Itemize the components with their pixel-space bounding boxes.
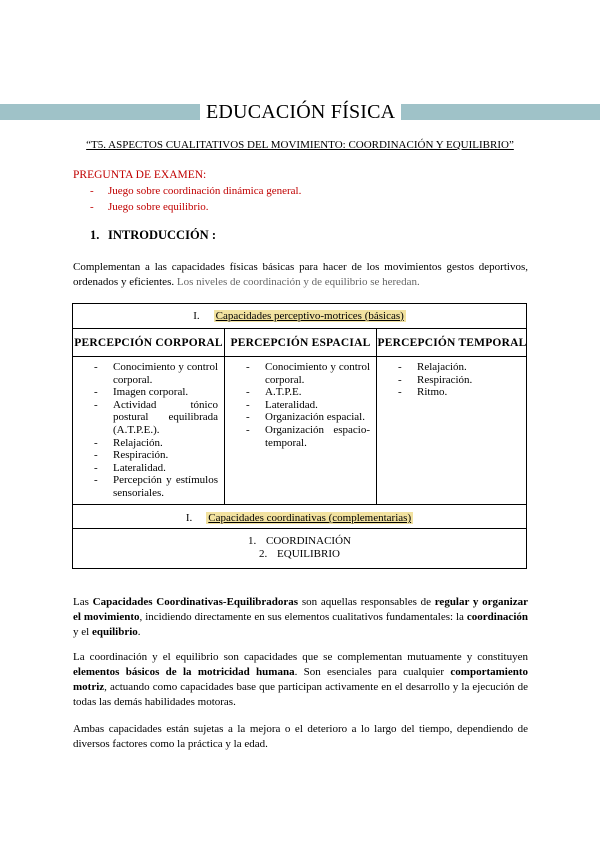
list-item xyxy=(246,386,370,399)
list-item xyxy=(246,411,370,424)
list-item xyxy=(398,361,518,374)
bullet-dash: - xyxy=(94,398,98,411)
emphasis-text: coordinación xyxy=(466,611,528,623)
topic-subtitle: “T5. ASPECTOS CUALITATIVOS DEL MOVIMIENTO: COORDINACIÓN Y EQUILIBRIO” xyxy=(86,139,514,151)
list-item xyxy=(246,361,370,386)
document-title: EDUCACIÓN FÍSICA xyxy=(200,100,401,124)
list-item xyxy=(73,548,526,561)
emphasis-text: regular y organizar el movimiento xyxy=(73,596,528,623)
table-block-coordinative-header xyxy=(73,507,526,529)
bullet-dash: - xyxy=(398,386,402,399)
section-number: 1. xyxy=(90,228,100,242)
list-item-text: Conocimiento y control corporal. xyxy=(265,361,370,386)
column-header-temporal: PERCEPCIÓN TEMPORAL xyxy=(377,337,527,349)
section-title: INTRODUCCIÓN : xyxy=(108,228,216,242)
list-item-text: Ritmo. xyxy=(417,386,448,399)
bullet-dash: - xyxy=(94,361,98,373)
list-item-text: A.T.P.E. xyxy=(265,386,302,399)
text-run: , incidiendo directamente en sus elementos cualitativos fundamentales: la xyxy=(139,611,467,623)
list-item xyxy=(246,424,370,449)
column-list-espacial xyxy=(246,361,370,449)
bullet-dash: - xyxy=(94,474,98,487)
paragraph-definition xyxy=(73,595,528,640)
bullet-dash: - xyxy=(94,449,98,462)
table-divider xyxy=(73,328,526,329)
list-item xyxy=(94,449,218,462)
list-item-text: Organización espacial. xyxy=(265,411,365,424)
list-item xyxy=(94,386,218,399)
exam-question-list xyxy=(90,183,301,215)
list-item xyxy=(90,199,301,215)
text-run: La coordinación y el equilibrio son capacidades que se complementan mutuamente y constituyen xyxy=(73,651,528,663)
list-item xyxy=(94,437,218,450)
emphasis-text: comportamiento motriz xyxy=(73,666,528,693)
bullet-dash: - xyxy=(246,411,250,424)
column-list-corporal xyxy=(94,361,218,500)
list-item xyxy=(90,183,301,199)
emphasis-text: Capacidades Coordinativas-Equilibradoras xyxy=(92,596,299,608)
list-number: 1. xyxy=(248,535,257,547)
block-title: Capacidades perceptivo-motrices (básicas) xyxy=(215,310,404,322)
column-list-temporal xyxy=(398,361,518,399)
bullet-dash: - xyxy=(90,185,94,197)
section-heading-introduction xyxy=(90,228,216,243)
exam-question-heading: PREGUNTA DE EXAMEN: xyxy=(73,169,207,181)
bullet-dash: - xyxy=(94,436,98,449)
emphasis-text: elementos básicos de la motricidad humana xyxy=(73,666,295,678)
intro-muted-text: Los niveles de coordinación y de equilibrio se heredan. xyxy=(176,276,420,288)
table-block-basic-header xyxy=(73,304,526,328)
list-item-text: Respiración. xyxy=(113,449,169,462)
column-divider xyxy=(376,328,377,504)
block-number: I. xyxy=(185,512,193,524)
exam-item-text: Juego sobre coordinación dinámica general. xyxy=(108,185,302,197)
bullet-dash: - xyxy=(398,361,402,373)
table-divider xyxy=(73,528,526,529)
paragraph-improvement: Ambas capacidades están sujetas a la mejora o el deterioro a lo largo del tiempo, dependiendo de diversos factores como la práctica y la edad. xyxy=(73,723,528,750)
list-item-text: Lateralidad. xyxy=(113,461,166,474)
list-item xyxy=(398,386,518,399)
text-run: y el xyxy=(73,626,92,638)
list-item xyxy=(94,399,218,437)
column-divider xyxy=(224,328,225,504)
list-item-text: Respiración. xyxy=(417,373,473,386)
bullet-dash: - xyxy=(246,398,250,411)
text-run: son aquellas responsables de xyxy=(298,596,435,608)
list-item-text: Relajación. xyxy=(113,436,163,449)
bullet-dash: - xyxy=(94,461,98,474)
list-item-text: Percepción y estímulos sensoriales. xyxy=(113,474,218,499)
list-item xyxy=(94,474,218,499)
bullet-dash: - xyxy=(90,201,94,213)
text-run: . Son esenciales para cualquier xyxy=(294,666,451,678)
emphasis-text: equilibrio xyxy=(91,626,138,638)
list-item xyxy=(246,399,370,412)
bullet-dash: - xyxy=(246,386,250,399)
text-run: Las xyxy=(73,596,93,608)
bullet-dash: - xyxy=(246,361,250,373)
block-title: Capacidades coordinativas (complementarias) xyxy=(208,512,412,524)
list-item-text: EQUILIBRIO xyxy=(277,548,340,560)
text-run: , actuando como capacidades base que participan activamente en el desarrollo y la ejecución de todas las demás habilidades motoras. xyxy=(73,681,528,708)
list-item xyxy=(94,361,218,386)
bullet-dash: - xyxy=(246,423,250,436)
bullet-dash: - xyxy=(94,386,98,399)
capacities-table xyxy=(72,303,527,569)
list-item xyxy=(398,374,518,387)
list-item xyxy=(73,535,526,548)
list-item-text: Organización espacio-temporal. xyxy=(265,423,370,449)
list-number: 2. xyxy=(259,548,268,560)
list-item-text: Imagen corporal. xyxy=(113,386,189,399)
list-item-text: Lateralidad. xyxy=(265,398,318,411)
table-divider xyxy=(73,356,526,357)
bullet-dash: - xyxy=(398,373,402,386)
exam-item-text: Juego sobre equilibrio. xyxy=(108,201,209,213)
block-number: I. xyxy=(193,310,200,322)
paragraph-complement xyxy=(73,650,528,710)
column-header-espacial: PERCEPCIÓN ESPACIAL xyxy=(230,337,371,349)
list-item-text: COORDINACIÓN xyxy=(266,535,351,547)
list-item-text: Actividad tónico postural equilibrada (A.T.P.E.). xyxy=(113,398,218,436)
text-run: . xyxy=(137,626,141,638)
intro-paragraph xyxy=(73,260,528,290)
column-header-corporal: PERCEPCIÓN CORPORAL xyxy=(74,337,223,349)
coordinative-list xyxy=(73,535,526,561)
intro-text: Complementan a las capacidades físicas básicas para hacer de los movimientos gestos deportivos, ordenados y eficientes. xyxy=(73,261,528,288)
list-item xyxy=(94,462,218,475)
table-divider xyxy=(73,504,526,505)
list-item-text: Relajación. xyxy=(417,361,467,373)
list-item-text: Conocimiento y control corporal. xyxy=(113,361,218,386)
